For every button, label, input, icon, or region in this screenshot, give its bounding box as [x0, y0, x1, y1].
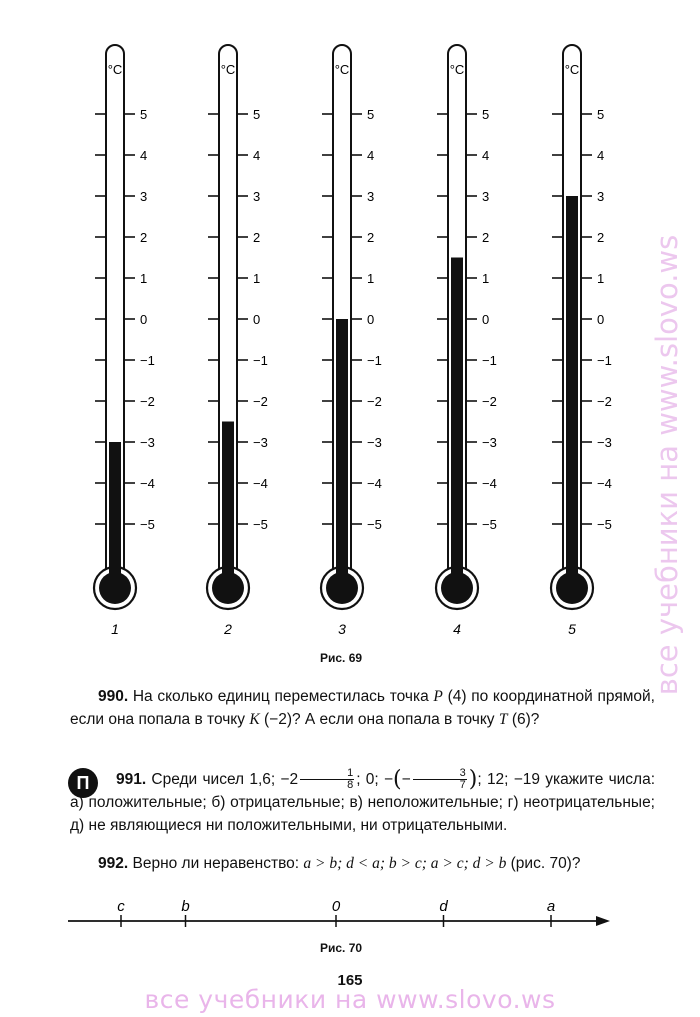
tick-label: 1 — [367, 271, 375, 286]
tick-label: −1 — [140, 353, 155, 368]
tick-label: 5 — [482, 107, 490, 122]
tick-label: −1 — [482, 353, 497, 368]
tick-label: −2 — [597, 394, 612, 409]
tick-label: 2 — [597, 230, 605, 245]
thermometer-5 — [551, 45, 612, 637]
tick-label: 0 — [597, 312, 605, 327]
problem-991: 991. Среди чисел 1,6; −2 $\frac{1}{8}$ ; 0; −(− $\frac{3}{7}$ ); 12; −19 укажите числа: а) положительные; б) отрицательные; в) неположительные; г) неотрицательные; д) не являющиеся ни положительными, ни отрицательными. — [70, 766, 656, 835]
tick-label: −4 — [140, 476, 155, 491]
tick-label: 5 — [597, 107, 605, 122]
tick-label: −1 — [253, 353, 268, 368]
figure-70-caption: Рис. 70 — [320, 941, 363, 955]
tick-label: 0 — [140, 312, 148, 327]
tick-label: 3 — [597, 189, 605, 204]
tick-label: −3 — [367, 435, 382, 450]
tick-label: 1 — [482, 271, 490, 286]
mercury-column — [222, 422, 234, 581]
unit-label: °C — [334, 62, 350, 77]
tick-label: 0 — [367, 312, 375, 327]
exercise-badge: П — [68, 768, 98, 798]
tick-label: 3 — [253, 189, 261, 204]
tick-label: −5 — [140, 517, 155, 532]
tick-label: 2 — [367, 230, 375, 245]
tick-label: 0 — [482, 312, 490, 327]
unit-label: °C — [564, 62, 580, 77]
tick-label: 3 — [482, 189, 490, 204]
tick-label: 4 — [253, 148, 261, 163]
problem-992: 992. Верно ли неравенство: a > b; d < a; b > c; a > c; d > b (рис. 70)? — [98, 855, 581, 872]
problem-number: 991. — [116, 771, 147, 788]
tick-label: −2 — [367, 394, 382, 409]
fraction: $\frac{3}{7}$ — [413, 768, 467, 791]
fraction: $\frac{1}{8}$ — [300, 768, 354, 791]
tick-label: −3 — [253, 435, 268, 450]
problem-number: 990. — [98, 688, 129, 705]
inequalities: a > b; d < a; b > c; a > c; d > b — [303, 855, 507, 872]
tick-label: 2 — [253, 230, 261, 245]
thermometer-index: 1 — [111, 621, 119, 637]
thermometer-3 — [321, 45, 382, 637]
point-label: a — [546, 898, 556, 915]
point-label: c — [117, 898, 125, 915]
tick-label: 1 — [253, 271, 261, 286]
tick-label: −5 — [482, 517, 497, 532]
tick-label: 5 — [140, 107, 148, 122]
mercury-column — [109, 442, 121, 580]
tick-label: −4 — [253, 476, 268, 491]
problem-990: 990. На сколько единиц переместилась точка P (4) по координатной прямой, если она попала в точку K (−2)? А если она попала в точку T (6)? — [70, 688, 655, 728]
thermometer-index: 5 — [568, 621, 576, 637]
point-label: b — [181, 898, 190, 915]
footer-watermark: все учебники на www.slovo.ws — [144, 985, 556, 1014]
tick-label: −3 — [482, 435, 497, 450]
tick-label: 2 — [482, 230, 490, 245]
tick-label: 5 — [367, 107, 375, 122]
tick-label: −4 — [482, 476, 497, 491]
thermometer-index: 4 — [453, 621, 461, 637]
tick-label: −3 — [597, 435, 612, 450]
thermometer-2 — [207, 45, 268, 637]
tick-label: −4 — [597, 476, 612, 491]
tick-label: 2 — [140, 230, 148, 245]
thermometer-index: 2 — [224, 621, 232, 637]
point-label: 0 — [331, 898, 341, 915]
tick-label: −5 — [253, 517, 268, 532]
tick-label: −4 — [367, 476, 382, 491]
problem-number: 992. — [98, 855, 129, 872]
tick-label: −2 — [482, 394, 497, 409]
point-label: d — [439, 898, 448, 915]
tick-label: 3 — [367, 189, 375, 204]
mercury-column — [451, 258, 463, 581]
tick-label: −5 — [597, 517, 612, 532]
tick-label: 0 — [253, 312, 261, 327]
tick-label: −1 — [597, 353, 612, 368]
number-line-arrow — [596, 916, 610, 926]
tick-label: 1 — [597, 271, 605, 286]
tick-label: 4 — [597, 148, 605, 163]
tick-label: 4 — [367, 148, 375, 163]
tick-label: −3 — [140, 435, 155, 450]
unit-label: °C — [107, 62, 123, 77]
tick-label: 3 — [140, 189, 148, 204]
mercury-column — [566, 196, 578, 580]
unit-label: °C — [449, 62, 465, 77]
page-number: 165 — [337, 972, 363, 989]
tick-label: 4 — [482, 148, 490, 163]
tick-label: 4 — [140, 148, 148, 163]
tick-label: −2 — [140, 394, 155, 409]
tick-label: 1 — [140, 271, 148, 286]
unit-label: °C — [220, 62, 236, 77]
side-watermark: все учебники на www.slovo.ws — [650, 234, 684, 696]
tick-label: −2 — [253, 394, 268, 409]
tick-label: −1 — [367, 353, 382, 368]
tick-label: −5 — [367, 517, 382, 532]
mercury-column — [336, 319, 348, 580]
figure-69-caption: Рис. 69 — [320, 651, 363, 665]
tick-label: 5 — [253, 107, 261, 122]
thermometer-index: 3 — [338, 621, 346, 637]
thermometer-1 — [94, 45, 155, 637]
thermometer-4 — [436, 45, 497, 637]
